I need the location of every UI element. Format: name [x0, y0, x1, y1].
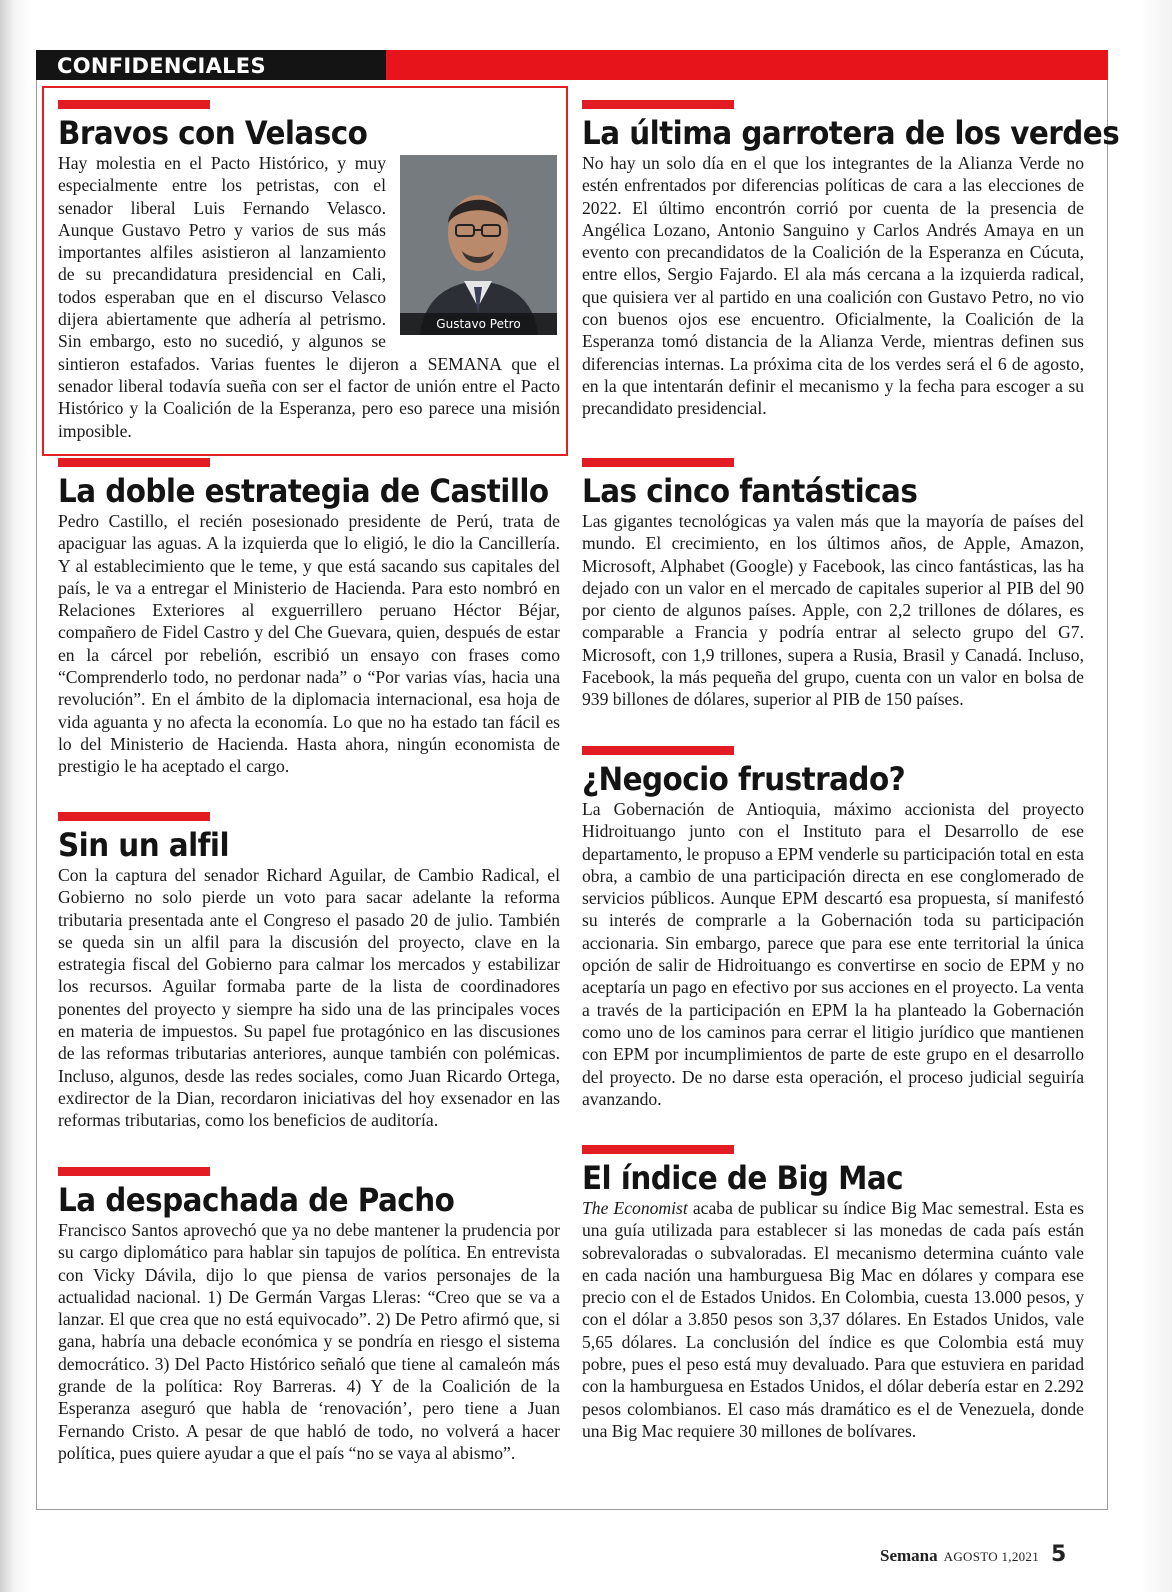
article-title: Sin un alfil — [58, 826, 230, 864]
article-body-text: acaba de publicar su índice Big Mac semestral. Esta es una guía utilizada para establecer si las monedas de cada país están sobrevaloradas o subvaloradas. El mecanismo determina cuánto vale en cada nación una hamburguesa Big Mac en dólares y compara ese precio con el de Estados Unidos. En Colombia, cuesta 13.000 pesos, y con el dólar a 3.850 pesos son 3,37 dólares. En Estados Unidos, vale 5,65 dólares. La conclusión del índice es que Colombia está muy pobre, pues el peso está muy devaluado. Para que estuviera en paridad con la hamburguesa en Estados Unidos, el dólar debería estar en 2.292 pesos colombianos. El caso más dramático es el de Venezuela, donde una Big Mac requiere 30 millones de bolívares. — [582, 1198, 1084, 1441]
article-indice-big-mac — [582, 1145, 1084, 1442]
article-title: ¿Negocio frustrado? — [582, 760, 906, 798]
article-body: No hay un solo día en el que los integrantes de la Alianza Verde no estén enfrentados por diferencias políticas de cara a las elecciones de 2022. El último encontrón corrió por cuenta de la presencia de Angélica Lozano, Antonio Sanguino y Carlos Andrés Amaya en un evento con precandidatos de la Coalición de la Esperanza en Cúcuta, entre ellos, Sergio Fajardo. El ala más cercana a la izquierda radical, que quisiera ver al partido en una coalición con Gustavo Petro, no vio con buenos ojos ese encuentro. Oficialmente, la Coalición de la Esperanza tomó distancia de la Alianza Verde, mientras definen sus diferencias internas. La próxima cita de los verdes será el 6 de agosto, en la que intentarán definir el mecanismo y la fecha para escoger a su precandidato presidencial. — [582, 153, 1084, 419]
article-body: Pedro Castillo, el recién posesionado presidente de Perú, trata de apaciguar las aguas. A la izquierda que lo eligió, le dio la Cancillería. Y al establecimiento que le teme, y que está sacando sus capitales del país, le va a entregar el Ministerio de Hacienda. Para esto nombró en Relaciones Exteriores al exguerrillero peruano Héctor Béjar, compañero de Fidel Castro y del Che Guevara, quien, después de estar en la cárcel por rebelión, escribió un ensayo con frases como “Comprenderlo todo, no perdonar nada” o “Por varias vías, hacia una revolución”. En el ámbito de la diplomacia internacional, esa hoja de vida aguanta y no afecta la economía. Lo que no ha estado tan fácil es lo del Ministerio de Hacienda. Hasta ahora, ningún economista de prestigio le ha aceptado el cargo. — [58, 511, 560, 777]
article-body-text: Hay molestia en el Pacto Histórico, y muy especialmente entre los petristas, con el senador liberal Luis Fernando Velasco. Aunque Gustavo Petro y varios de sus más importantes alfiles asistieron al lanzamiento de su precandidatura presidencial en Cali, todos esperaban que en el discurso Velasco dijera abiertamente que adhería al petrismo. Sin embargo, esto no sucedió, y algunos se sintieron estafados. Varias fuentes le dijeron a SEMANA que el senador liberal todavía sueña con ser el factor de unión entre el Pacto Histórico y la Coalición de la Esperanza, pero eso parece una misión imposible. — [58, 153, 560, 441]
article-red-rule — [58, 812, 210, 821]
article-title: La despachada de Pacho — [58, 1181, 455, 1219]
article-body: Con la captura del senador Richard Aguilar, de Cambio Radical, el Gobierno no solo pierde un voto para sacar adelante la reforma tributaria presentada ante el Congreso el pasado 20 de julio. También se queda sin un alfil para la discusión del proyecto, clave en la estrategia fiscal del Gobierno para calmar los mercados y estabilizar los recursos. Aguilar formaba parte de la lista de coordinadores ponentes del proyecto y siempre ha sido una de las principales voces en materia de impuestos. Su papel fue protagónico en las discusiones de las reformas tributarias anteriores, aunque también con polémicas. Incluso, algunos, desde las redes sociales, como Juan Ricardo Ortega, exdirector de la Dian, recordaron iniciativas del hoy exsenador en las reformas tributarias, como los beneficios de auditoría. — [58, 865, 560, 1131]
article-body: Las gigantes tecnológicas ya valen más que la mayoría de países del mundo. El crecimiento, en los últimos años, de Apple, Amazon, Microsoft, Alphabet (Google) y Facebook, las cinco fantásticas, las ha dejado con un valor en el mercado de capitales superior al PIB del 90 por ciento de algunos países. Apple, con 2,2 trillones de dólares, es comparable a Francia y podría entrar al selecto grupo del G7. Microsoft, con 1,9 trillones, supera a Rusia, Brasil y Canadá. Incluso, Facebook, la más pequeña del grupo, cuenta con un valor en bolsa de 939 billones de dólares, superior al PIB de 150 países. — [582, 511, 1084, 710]
article-red-rule — [582, 100, 734, 109]
article-body: La Gobernación de Antioquia, máximo accionista del proyecto Hidroituango junto con el Instituto para el Desarrollo de ese departamento, le propuso a EPM venderle su participación total en esta obra, a cambio de una participación directa en ese conglomerado de servicios públicos. Aunque EPM descartó esa propuesta, sí manifestó su interés de comprarle a la Gobernación toda su participación accionaria. Sin embargo, parece que para ese ente territorial la única opción de salir de Hidroituango es convertirse en socio de EPM y no aceptaría un pago en efectivo por sus acciones en el proyecto. La venta a través de la participación en EPM la ha planteado la Gobernación como uno de los caminos para cerrar el litigio jurídico que mantienen con EPM por incumplimientos de parte de este grupo en el desarrollo del proyecto. De no darse esta operación, el proceso judicial seguiría avanzando. — [582, 799, 1084, 1109]
article-despachada-de-pacho — [58, 1167, 560, 1464]
issue-date: AGOSTO 1,2021 — [943, 1549, 1040, 1564]
article-title: El índice de Big Mac — [582, 1159, 904, 1197]
section-title: CONFIDENCIALES — [57, 54, 266, 78]
magazine-brand: Semana — [880, 1546, 938, 1565]
article-ultima-garrotera — [582, 100, 1120, 420]
article-doble-estrategia — [58, 458, 560, 778]
article-red-rule — [58, 1167, 210, 1176]
article-red-rule — [58, 458, 210, 467]
article-body — [582, 1197, 1084, 1442]
article-red-rule — [582, 458, 734, 467]
publication-name: The Economist — [582, 1198, 688, 1218]
article-cinco-fantasticas — [582, 458, 1084, 711]
article-negocio-frustrado — [582, 746, 1084, 1110]
page-footer — [880, 1542, 1066, 1568]
article-title: Las cinco fantásticas — [582, 472, 918, 510]
article-sin-un-alfil — [58, 812, 560, 1132]
photo-caption: Gustavo Petro — [400, 313, 557, 335]
article-red-rule — [582, 1145, 734, 1154]
article-title: Bravos con Velasco — [58, 114, 368, 152]
article-title: La última garrotera de los verdes — [582, 114, 1120, 152]
page-number: 5 — [1051, 1542, 1067, 1567]
article-title: La doble estrategia de Castillo — [58, 472, 549, 510]
article-red-rule — [582, 746, 734, 755]
highlight-box — [42, 86, 568, 456]
article-body: Francisco Santos aprovechó que ya no debe mantener la prudencia por su cargo diplomático para hablar sin tapujos de política. En entrevista con Vicky Dávila, dijo lo que piensa de varios personajes de la actualidad nacional. 1) De Germán Vargas Lleras: “Creo que se va a lanzar. El que crea que no está equivocado”. 2) De Petro afirmó que, si gana, habría una debacle económica y se pondría en riesgo el sistema democrático. 3) Del Pacto Histórico señaló que tiene al camaleón más grande de la política: Roy Barreras. 4) Y de la Coalición de la Esperanza aseguró que habla de ‘renovación’, pero tiene a Juan Fernando Cristo. A pesar de que habló de todo, no volverá a hacer política, pues quiere ayudar a que el país “no se vaya al abismo”. — [58, 1220, 560, 1463]
